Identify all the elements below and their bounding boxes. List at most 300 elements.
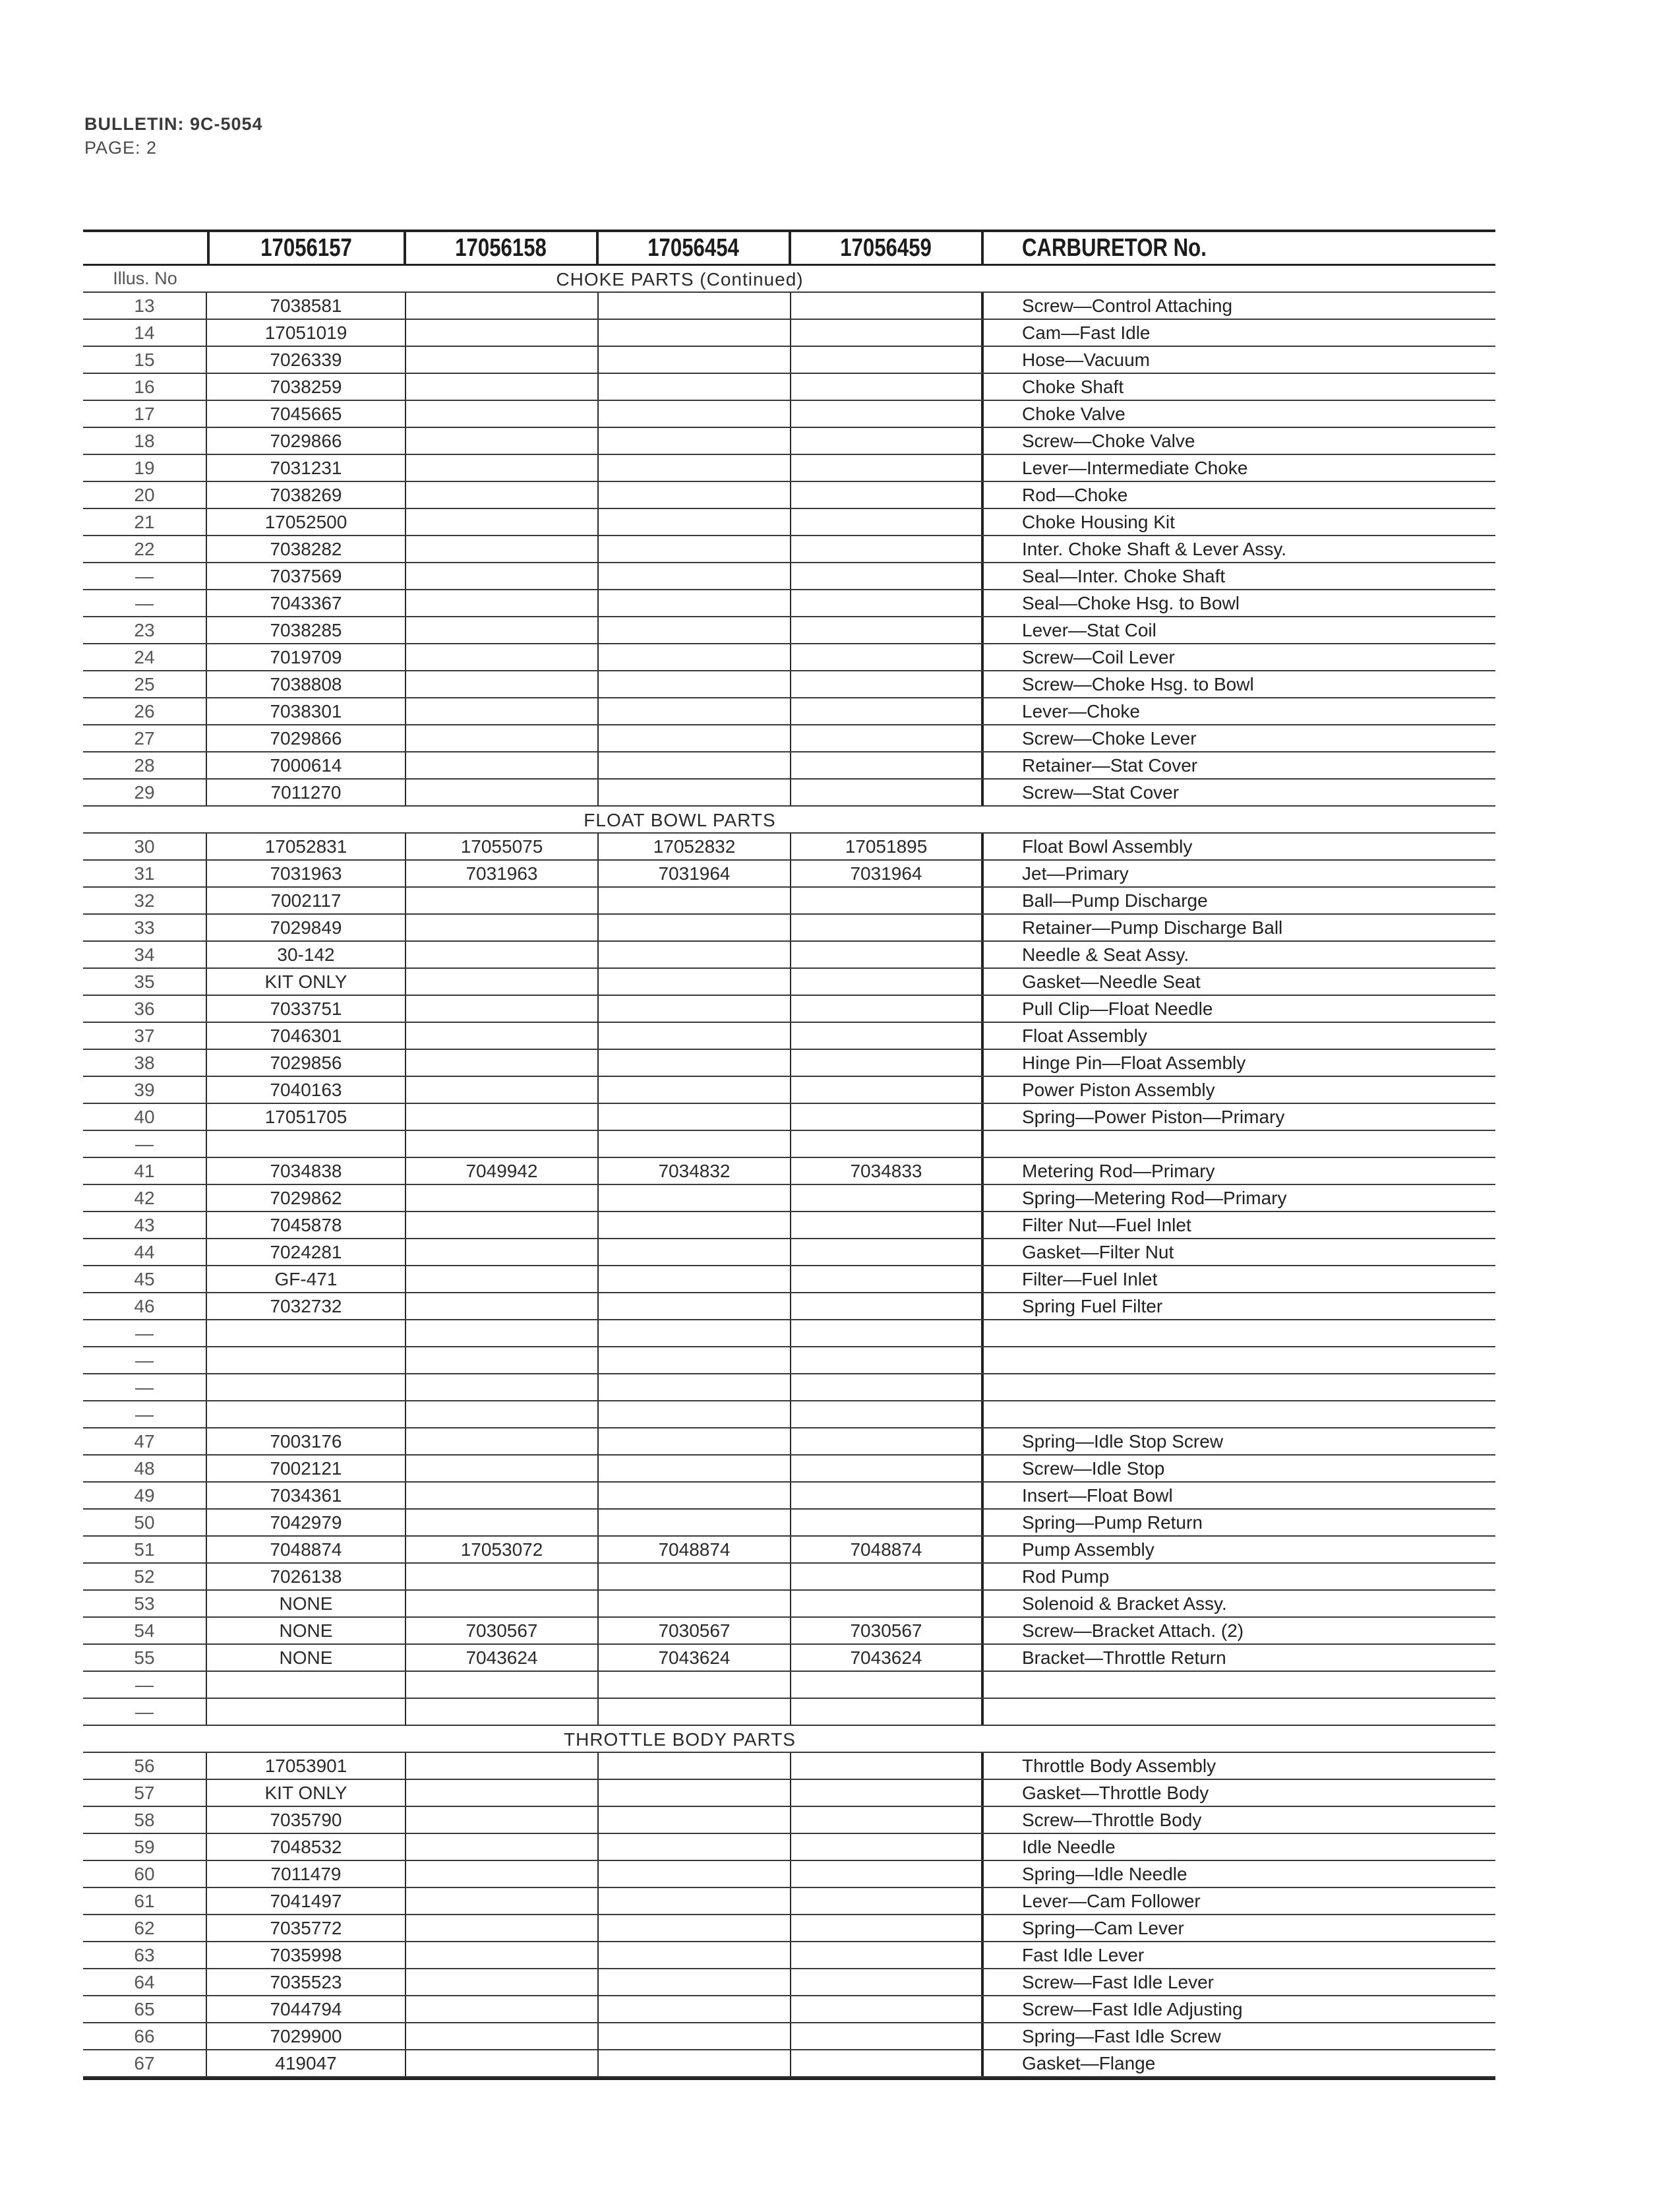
description-cell: Fast Idle Lever	[1022, 1944, 1145, 1965]
part-cell-carb-1: 7035790	[207, 1807, 406, 1833]
description-cell: Lever—Choke	[1022, 700, 1140, 721]
part-cell-carb-3	[599, 780, 791, 805]
description-cell: Ball—Pump Discharge	[1022, 890, 1208, 911]
table-row	[83, 1293, 1495, 1320]
illus-number-cell: 35	[83, 969, 207, 995]
part-cell-carb-4	[791, 1915, 984, 1941]
part-cell-carb-1: 7000614	[207, 752, 406, 778]
illus-number-cell: 34	[83, 942, 207, 967]
part-cell-carb-3	[599, 1942, 791, 1968]
part-cell-carb-4	[791, 1807, 984, 1833]
description-cell	[984, 1672, 1495, 1698]
part-cell-carb-4	[791, 1212, 984, 1238]
part-cell-carb-4	[791, 347, 984, 373]
part-cell-carb-4	[791, 1023, 984, 1049]
table-row	[83, 374, 1495, 401]
description-cell: Screw—Control Attaching	[1022, 295, 1233, 316]
description-cell: Screw—Choke Valve	[1022, 430, 1195, 451]
part-cell-carb-3	[599, 482, 791, 508]
part-cell-carb-3	[599, 1320, 791, 1346]
description-cell: Spring Fuel Filter	[1022, 1295, 1163, 1316]
description-cell: Spring—Cam Lever	[1022, 1917, 1184, 1938]
part-cell-carb-3: 7030567	[599, 1618, 791, 1643]
description-cell: Seal—Inter. Choke Shaft	[1022, 565, 1226, 586]
table-row	[83, 1699, 1495, 1726]
part-cell-carb-1: 7045665	[207, 401, 406, 427]
part-cell-carb-4: 7048874	[791, 1537, 984, 1562]
table-row	[83, 1185, 1495, 1212]
section-title: FLOAT BOWL PARTS	[584, 810, 776, 830]
table-row	[83, 1483, 1495, 1510]
part-cell-carb-3: 7048874	[599, 1537, 791, 1562]
part-cell-carb-2	[406, 374, 599, 400]
table-row	[83, 644, 1495, 671]
table-row	[83, 2050, 1495, 2077]
table-row	[83, 1618, 1495, 1645]
illus-number-cell: 41	[83, 1158, 207, 1184]
part-cell-carb-2	[406, 1699, 599, 1725]
part-cell-carb-1	[207, 1347, 406, 1373]
part-cell-carb-2	[406, 752, 599, 778]
part-cell-carb-3	[599, 1428, 791, 1454]
column-header-carburetor-no	[984, 232, 1495, 264]
part-cell-carb-3	[599, 996, 791, 1022]
description-cell: Spring—Pump Return	[1022, 1512, 1203, 1533]
part-cell-carb-4	[791, 509, 984, 535]
illus-number-cell: 33	[83, 915, 207, 940]
part-cell-carb-3	[599, 1969, 791, 1995]
column-header-text: 17056158	[455, 233, 547, 262]
part-cell-carb-1: 7029866	[207, 428, 406, 454]
table-row	[83, 536, 1495, 563]
table-row	[83, 1834, 1495, 1861]
part-cell-carb-2	[406, 1564, 599, 1589]
section-title: CHOKE PARTS (Continued)	[556, 269, 804, 290]
description-cell	[984, 1131, 1495, 1157]
illus-number-cell: 19	[83, 455, 207, 481]
part-cell-carb-1: GF-471	[207, 1266, 406, 1292]
description-cell: Screw—Bracket Attach. (2)	[1022, 1620, 1244, 1641]
part-cell-carb-1: 7038285	[207, 617, 406, 643]
illus-number-cell: —	[83, 1672, 207, 1698]
part-cell-carb-2	[406, 455, 599, 481]
part-cell-carb-3	[599, 1780, 791, 1806]
part-cell-carb-1: 7038808	[207, 671, 406, 697]
part-cell-carb-4	[791, 2050, 984, 2076]
table-row	[83, 1564, 1495, 1591]
part-cell-carb-3	[599, 644, 791, 670]
part-cell-carb-2	[406, 617, 599, 643]
illus-number-cell: 47	[83, 1428, 207, 1454]
part-cell-carb-3	[599, 1996, 791, 2022]
part-cell-carb-2	[406, 1023, 599, 1049]
part-cell-carb-3	[599, 1374, 791, 1400]
description-cell: Rod Pump	[1022, 1566, 1110, 1587]
part-cell-carb-4	[791, 1888, 984, 1914]
part-cell-carb-2	[406, 1050, 599, 1076]
table-row	[83, 293, 1495, 320]
illus-number-cell: 31	[83, 861, 207, 886]
description-cell: Throttle Body Assembly	[1022, 1755, 1216, 1776]
part-cell-carb-4	[791, 1861, 984, 1887]
illus-number-cell: 26	[83, 698, 207, 724]
illus-number-cell: 16	[83, 374, 207, 400]
section-header-row	[83, 807, 1495, 834]
description-cell	[984, 1374, 1495, 1400]
table-row	[83, 617, 1495, 644]
description-cell: Lever—Stat Coil	[1022, 619, 1156, 640]
table-row	[83, 1645, 1495, 1672]
table-row	[83, 942, 1495, 969]
part-cell-carb-1	[207, 1401, 406, 1427]
description-cell: Hinge Pin—Float Assembly	[1022, 1052, 1246, 1073]
part-cell-carb-1: 17052831	[207, 834, 406, 859]
part-cell-carb-4	[791, 1428, 984, 1454]
description-cell: Screw—Throttle Body	[1022, 1809, 1202, 1830]
part-cell-carb-4	[791, 915, 984, 940]
description-cell: Choke Valve	[1022, 403, 1125, 424]
table-row	[83, 1510, 1495, 1537]
part-cell-carb-1: 7043367	[207, 590, 406, 616]
table-row	[83, 1915, 1495, 1942]
part-cell-carb-3	[599, 617, 791, 643]
part-cell-carb-1: 7037569	[207, 563, 406, 589]
part-cell-carb-3	[599, 590, 791, 616]
part-cell-carb-2: 7043624	[406, 1645, 599, 1671]
part-cell-carb-3	[599, 1483, 791, 1508]
illus-number-cell: 48	[83, 1456, 207, 1481]
part-cell-carb-2	[406, 590, 599, 616]
part-cell-carb-2	[406, 942, 599, 967]
illus-number-cell: 39	[83, 1077, 207, 1103]
part-cell-carb-4	[791, 888, 984, 913]
part-cell-carb-2	[406, 293, 599, 319]
part-cell-carb-1: 7029862	[207, 1185, 406, 1211]
part-cell-carb-4	[791, 2023, 984, 2049]
description-cell: Screw—Fast Idle Lever	[1022, 1971, 1214, 1992]
part-cell-carb-4	[791, 1104, 984, 1130]
part-cell-carb-1: 17052500	[207, 509, 406, 535]
illus-number-cell: 24	[83, 644, 207, 670]
description-cell: Filter Nut—Fuel Inlet	[1022, 1214, 1191, 1235]
part-cell-carb-4	[791, 996, 984, 1022]
part-cell-carb-4	[791, 1483, 984, 1508]
part-cell-carb-4	[791, 1969, 984, 1995]
table-row	[83, 1537, 1495, 1564]
part-cell-carb-2	[406, 1780, 599, 1806]
description-cell: Insert—Float Bowl	[1022, 1485, 1173, 1506]
description-cell: Spring—Idle Needle	[1022, 1863, 1187, 1884]
page-number: PAGE: 2	[84, 138, 158, 158]
description-cell: Seal—Choke Hsg. to Bowl	[1022, 592, 1240, 613]
description-cell: Screw—Choke Hsg. to Bowl	[1022, 673, 1254, 694]
part-cell-carb-2	[406, 1483, 599, 1508]
part-cell-carb-3	[599, 1510, 791, 1535]
part-cell-carb-3	[599, 2023, 791, 2049]
part-cell-carb-3	[599, 1672, 791, 1698]
part-cell-carb-1: 17051019	[207, 320, 406, 346]
table-row	[83, 1374, 1495, 1401]
table-row	[83, 915, 1495, 942]
part-cell-carb-2	[406, 1591, 599, 1616]
description-cell: Lever—Cam Follower	[1022, 1890, 1201, 1911]
table-row	[83, 671, 1495, 698]
part-cell-carb-4	[791, 1239, 984, 1265]
table-row	[83, 401, 1495, 428]
part-cell-carb-2	[406, 1266, 599, 1292]
part-cell-carb-4	[791, 320, 984, 346]
table-row	[83, 455, 1495, 482]
table-row	[83, 590, 1495, 617]
section-header-row	[83, 1726, 1495, 1753]
part-cell-carb-1: 7002121	[207, 1456, 406, 1481]
part-cell-carb-2	[406, 1456, 599, 1481]
description-cell: Spring—Fast Idle Screw	[1022, 2025, 1221, 2046]
table-row	[83, 1456, 1495, 1483]
part-cell-carb-1: 7002117	[207, 888, 406, 913]
part-cell-carb-3	[599, 2050, 791, 2076]
illus-number-cell: 58	[83, 1807, 207, 1833]
part-cell-carb-2	[406, 536, 599, 562]
part-cell-carb-2: 7030567	[406, 1618, 599, 1643]
table-row	[83, 1266, 1495, 1293]
part-cell-carb-2	[406, 347, 599, 373]
part-cell-carb-2	[406, 1212, 599, 1238]
part-cell-carb-3	[599, 293, 791, 319]
part-cell-carb-1: 7011479	[207, 1861, 406, 1887]
part-cell-carb-2	[406, 2050, 599, 2076]
part-cell-carb-4	[791, 698, 984, 724]
part-cell-carb-1: 7034361	[207, 1483, 406, 1508]
part-cell-carb-1: 7031231	[207, 455, 406, 481]
part-cell-carb-2	[406, 1077, 599, 1103]
part-cell-carb-4: 7030567	[791, 1618, 984, 1643]
part-cell-carb-2	[406, 1239, 599, 1265]
description-cell: Gasket—Filter Nut	[1022, 1241, 1174, 1262]
parts-table	[83, 230, 1495, 2080]
part-cell-carb-2	[406, 320, 599, 346]
part-cell-carb-1: 7044794	[207, 1996, 406, 2022]
illus-number-cell: 45	[83, 1266, 207, 1292]
description-cell: Gasket—Throttle Body	[1022, 1782, 1209, 1803]
illus-number-cell: 36	[83, 996, 207, 1022]
table-row	[83, 969, 1495, 996]
part-cell-carb-1: 7046301	[207, 1023, 406, 1049]
part-cell-carb-3	[599, 455, 791, 481]
part-cell-carb-2	[406, 780, 599, 805]
part-cell-carb-4	[791, 1077, 984, 1103]
table-row	[83, 1320, 1495, 1347]
table-row	[83, 1158, 1495, 1185]
part-cell-carb-2	[406, 996, 599, 1022]
column-header-carb-1	[207, 232, 406, 264]
part-cell-carb-1: NONE	[207, 1645, 406, 1671]
part-cell-carb-1: 7033751	[207, 996, 406, 1022]
part-cell-carb-1: 7038581	[207, 293, 406, 319]
part-cell-carb-4	[791, 536, 984, 562]
part-cell-carb-2	[406, 1104, 599, 1130]
part-cell-carb-3	[599, 1888, 791, 1914]
illus-number-cell: 60	[83, 1861, 207, 1887]
part-cell-carb-3	[599, 915, 791, 940]
part-cell-carb-2	[406, 671, 599, 697]
part-cell-carb-1: 7029856	[207, 1050, 406, 1076]
part-cell-carb-2	[406, 2023, 599, 2049]
column-header-text: CARBURETOR No.	[1022, 233, 1207, 262]
part-cell-carb-4	[791, 969, 984, 995]
table-row	[83, 1050, 1495, 1077]
table-row	[83, 2023, 1495, 2050]
part-cell-carb-2	[406, 698, 599, 724]
part-cell-carb-4	[791, 671, 984, 697]
section-header-row	[83, 266, 1495, 293]
description-cell	[984, 1401, 1495, 1427]
illus-number-cell: —	[83, 1401, 207, 1427]
part-cell-carb-3	[599, 1347, 791, 1373]
part-cell-carb-3	[599, 1807, 791, 1833]
description-cell: Retainer—Pump Discharge Ball	[1022, 917, 1283, 938]
part-cell-carb-4	[791, 293, 984, 319]
part-cell-carb-3	[599, 1023, 791, 1049]
illus-number-cell: 22	[83, 536, 207, 562]
illus-number-cell: 46	[83, 1293, 207, 1319]
illus-number-cell: 25	[83, 671, 207, 697]
table-row	[83, 725, 1495, 752]
illus-number-cell: 27	[83, 725, 207, 751]
part-cell-carb-1: 7048874	[207, 1537, 406, 1562]
table-row	[83, 1212, 1495, 1239]
part-cell-carb-3	[599, 1104, 791, 1130]
part-cell-carb-4	[791, 780, 984, 805]
part-cell-carb-3	[599, 752, 791, 778]
part-cell-carb-4	[791, 1942, 984, 1968]
description-cell: Spring—Metering Rod—Primary	[1022, 1187, 1287, 1208]
part-cell-carb-4	[791, 644, 984, 670]
part-cell-carb-4	[791, 590, 984, 616]
part-cell-carb-4	[791, 1347, 984, 1373]
illus-number-cell: 30	[83, 834, 207, 859]
part-cell-carb-1: 7042979	[207, 1510, 406, 1535]
description-cell: Gasket—Needle Seat	[1022, 971, 1201, 992]
description-cell	[984, 1699, 1495, 1725]
part-cell-carb-1: 7035772	[207, 1915, 406, 1941]
part-cell-carb-1: 7040163	[207, 1077, 406, 1103]
part-cell-carb-1: 7032732	[207, 1293, 406, 1319]
illus-number-cell: 42	[83, 1185, 207, 1211]
description-cell: Inter. Choke Shaft & Lever Assy.	[1022, 538, 1287, 559]
description-cell: Retainer—Stat Cover	[1022, 754, 1198, 776]
illus-number-cell: —	[83, 1374, 207, 1400]
column-header-text: 17056459	[840, 233, 932, 262]
illus-number-cell: 44	[83, 1239, 207, 1265]
part-cell-carb-2	[406, 644, 599, 670]
column-header-carb-2	[406, 232, 599, 264]
part-cell-carb-3	[599, 1212, 791, 1238]
part-cell-carb-2: 17055075	[406, 834, 599, 859]
illus-no-label: Illus. No	[113, 268, 177, 288]
table-row	[83, 834, 1495, 861]
section-title: THROTTLE BODY PARTS	[564, 1729, 796, 1750]
description-cell: Idle Needle	[1022, 1836, 1116, 1857]
description-cell: Gasket—Flange	[1022, 2052, 1156, 2073]
illus-number-cell: 62	[83, 1915, 207, 1941]
part-cell-carb-3: 7034832	[599, 1158, 791, 1184]
illus-number-cell: 13	[83, 293, 207, 319]
part-cell-carb-1: NONE	[207, 1591, 406, 1616]
part-cell-carb-3	[599, 969, 791, 995]
part-cell-carb-2	[406, 1293, 599, 1319]
part-cell-carb-2	[406, 888, 599, 913]
part-cell-carb-4	[791, 563, 984, 589]
illus-number-cell: 51	[83, 1537, 207, 1562]
part-cell-carb-3: 7031964	[599, 861, 791, 886]
part-cell-carb-4	[791, 455, 984, 481]
illus-number-cell: 50	[83, 1510, 207, 1535]
part-cell-carb-1: 7035523	[207, 1969, 406, 1995]
part-cell-carb-4	[791, 1374, 984, 1400]
description-cell: Pump Assembly	[1022, 1539, 1155, 1560]
part-cell-carb-2: 7031963	[406, 861, 599, 886]
illus-number-cell: 23	[83, 617, 207, 643]
part-cell-carb-1	[207, 1699, 406, 1725]
part-cell-carb-4	[791, 1456, 984, 1481]
part-cell-carb-4	[791, 617, 984, 643]
part-cell-carb-3	[599, 1699, 791, 1725]
illus-number-cell: 14	[83, 320, 207, 346]
description-cell	[984, 1320, 1495, 1346]
part-cell-carb-4	[791, 1050, 984, 1076]
description-cell: Spring—Power Piston—Primary	[1022, 1106, 1285, 1127]
description-cell: Screw—Idle Stop	[1022, 1457, 1165, 1479]
part-cell-carb-2	[406, 725, 599, 751]
illus-number-cell: —	[83, 1131, 207, 1157]
part-cell-carb-2	[406, 1347, 599, 1373]
table-row	[83, 563, 1495, 590]
part-cell-carb-3	[599, 401, 791, 427]
part-cell-carb-3	[599, 1266, 791, 1292]
table-row	[83, 780, 1495, 807]
part-cell-carb-3	[599, 1050, 791, 1076]
part-cell-carb-2	[406, 482, 599, 508]
part-cell-carb-4: 7031964	[791, 861, 984, 886]
part-cell-carb-2	[406, 509, 599, 535]
illus-number-cell: 65	[83, 1996, 207, 2022]
part-cell-carb-3	[599, 563, 791, 589]
part-cell-carb-4	[791, 1753, 984, 1779]
part-cell-carb-3	[599, 1185, 791, 1211]
part-cell-carb-4	[791, 1564, 984, 1589]
part-cell-carb-1: 7026138	[207, 1564, 406, 1589]
table-row	[83, 1347, 1495, 1374]
table-row	[83, 428, 1495, 455]
description-cell: Jet—Primary	[1022, 863, 1129, 884]
part-cell-carb-2	[406, 1320, 599, 1346]
part-cell-carb-2	[406, 1428, 599, 1454]
part-cell-carb-2	[406, 1753, 599, 1779]
part-cell-carb-2	[406, 1401, 599, 1427]
table-row	[83, 509, 1495, 536]
part-cell-carb-1: 17051705	[207, 1104, 406, 1130]
table-row	[83, 1888, 1495, 1915]
illus-number-cell: —	[83, 1699, 207, 1725]
part-cell-carb-2	[406, 969, 599, 995]
illus-number-cell: 57	[83, 1780, 207, 1806]
table-row	[83, 1428, 1495, 1456]
table-body	[83, 266, 1495, 2077]
column-header-carb-4	[791, 232, 984, 264]
table-row	[83, 1591, 1495, 1618]
table-row	[83, 888, 1495, 915]
